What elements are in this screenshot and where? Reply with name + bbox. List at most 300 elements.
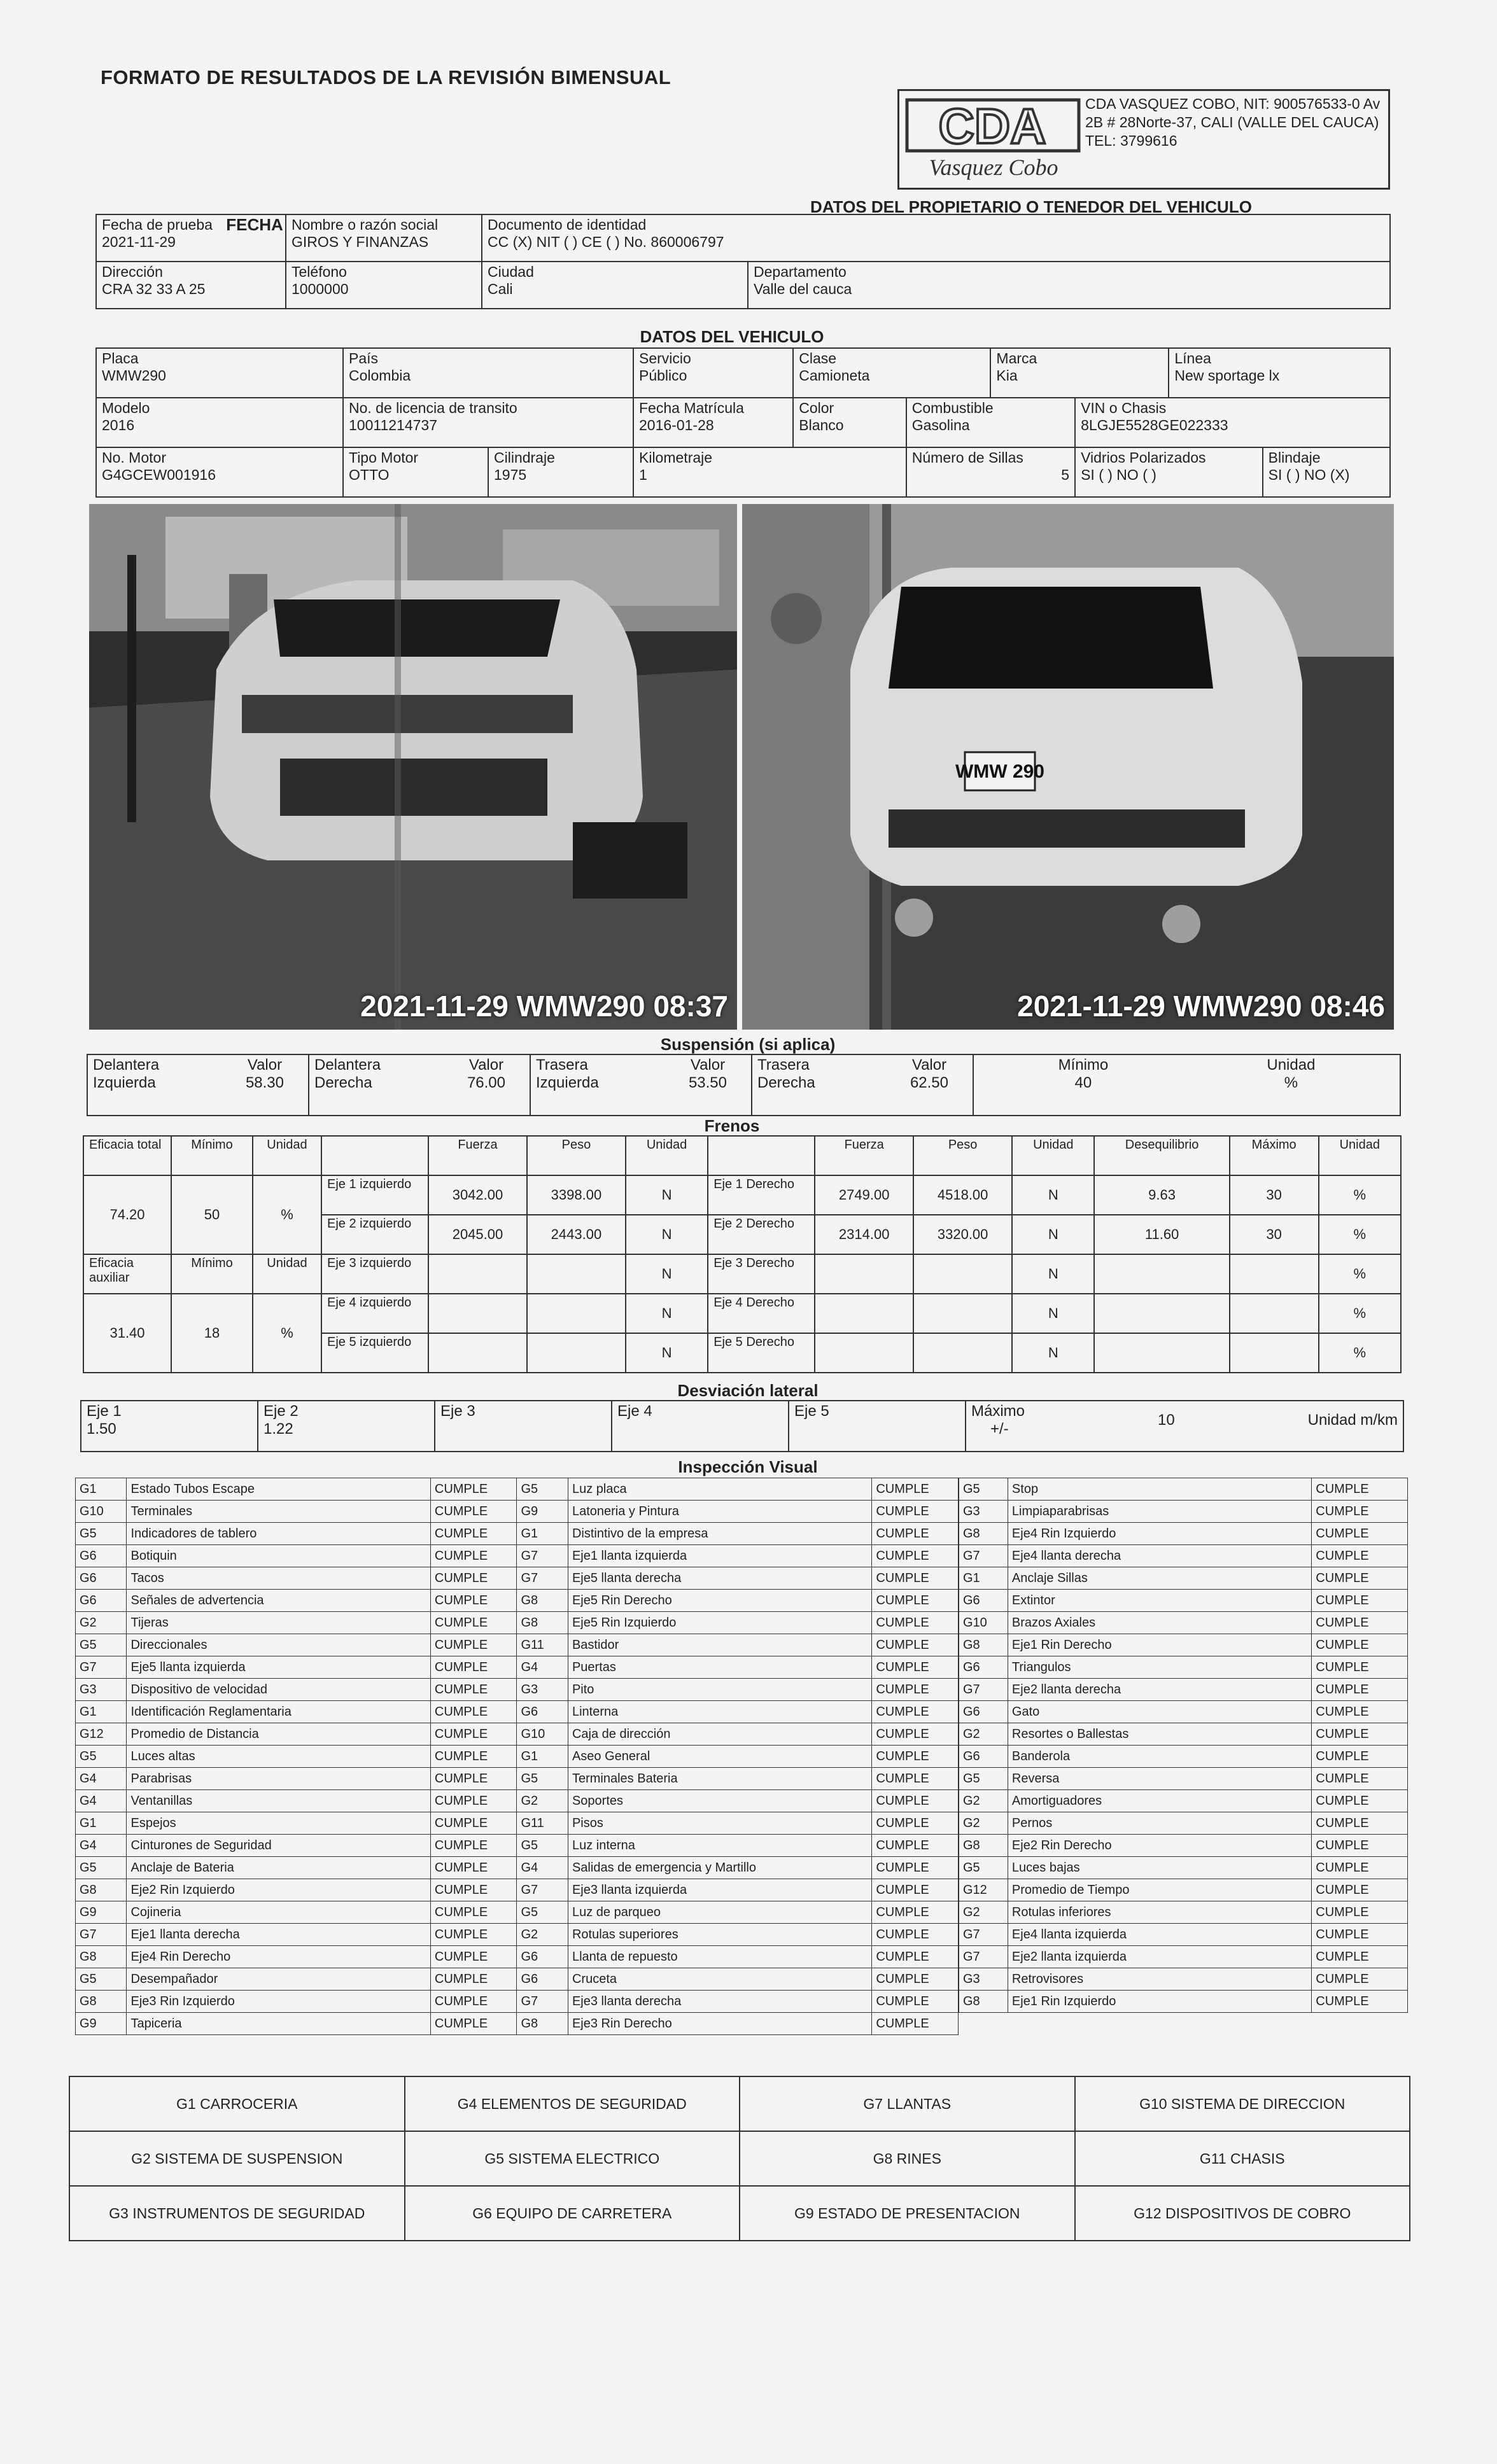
inspection-status: CUMPLE xyxy=(1312,1567,1408,1590)
desviacion-unit: Unidad m/km xyxy=(1307,1411,1398,1429)
inspection-item: Retrovisores xyxy=(1008,1968,1311,1991)
suspension-value: 53.50 xyxy=(688,1074,727,1091)
inspection-item: Eje1 llanta izquierda xyxy=(568,1545,871,1567)
inspection-group: G5 xyxy=(76,1968,127,1991)
suspension-position xyxy=(314,1056,381,1092)
front-vehicle-photo xyxy=(89,504,737,1030)
telefono-label: Teléfono xyxy=(292,263,347,280)
inspection-status: CUMPLE xyxy=(430,1790,517,1812)
inspection-item: Eje4 llanta derecha xyxy=(1008,1545,1311,1567)
desviacion-axle-cell xyxy=(258,1401,435,1452)
frenos-table xyxy=(83,1135,1402,1373)
inspection-group: G8 xyxy=(959,1634,1008,1656)
inspection-status: CUMPLE xyxy=(872,1478,959,1501)
inspection-status: CUMPLE xyxy=(1312,1501,1408,1523)
cda-logo xyxy=(904,96,1084,183)
inspection-row xyxy=(959,1478,1408,1501)
axle-left-label: Eje 2 izquierdo xyxy=(321,1215,428,1254)
inspection-group: G6 xyxy=(959,1701,1008,1723)
inspection-status: CUMPLE xyxy=(1312,1790,1408,1812)
inspection-status: CUMPLE xyxy=(872,1768,959,1790)
inspection-status: CUMPLE xyxy=(430,1656,517,1679)
inspection-status: CUMPLE xyxy=(872,1545,959,1567)
desviacion-row xyxy=(81,1401,1403,1452)
owner-table xyxy=(95,214,1391,309)
documento-value: CC (X) NIT ( ) CE ( ) No. 860006797 xyxy=(488,234,724,250)
suspension-position-line1: Trasera xyxy=(536,1056,588,1074)
inspection-status: CUMPLE xyxy=(1312,1723,1408,1746)
axle-right-weight xyxy=(913,1294,1012,1333)
inspection-item: Extintor xyxy=(1008,1590,1311,1612)
cda-header-box xyxy=(897,89,1390,190)
suspension-value-block xyxy=(910,1056,948,1092)
inspection-group: G9 xyxy=(76,2013,127,2035)
inspection-row xyxy=(959,1790,1408,1812)
suspension-valor-label: Valor xyxy=(247,1056,283,1074)
legend-group: G9 ESTADO DE PRESENTACION xyxy=(740,2186,1075,2241)
section-vehiculo: DATOS DEL VEHICULO xyxy=(640,327,824,346)
inspection-row xyxy=(76,1768,959,1790)
inspection-group: G4 xyxy=(76,1835,127,1857)
inspection-group: G3 xyxy=(517,1679,568,1701)
inspection-status: CUMPLE xyxy=(872,1567,959,1590)
desviacion-axle-cell xyxy=(435,1401,612,1452)
inspection-group: G6 xyxy=(76,1590,127,1612)
inspection-item: Cruceta xyxy=(568,1968,871,1991)
inspection-group: G6 xyxy=(76,1567,127,1590)
inspection-row xyxy=(959,1924,1408,1946)
inspection-item: Eje5 Rin Derecho xyxy=(568,1590,871,1612)
inspection-group: G8 xyxy=(76,1991,127,2013)
documento-label: Documento de identidad xyxy=(488,216,647,233)
inspection-group: G1 xyxy=(76,1812,127,1835)
desequilibrio-label: Desequilibrio xyxy=(1094,1136,1229,1175)
frenos-side-label-right xyxy=(708,1136,815,1175)
inspection-status: CUMPLE xyxy=(1312,1946,1408,1968)
inspection-item: Distintivo de la empresa xyxy=(568,1523,871,1545)
axle-left-weight: 2443.00 xyxy=(527,1215,626,1254)
pais-value: Colombia xyxy=(349,367,411,384)
inspeccion-table-right xyxy=(959,1478,1408,2013)
placa-value: WMW290 xyxy=(102,367,166,384)
inspection-status: CUMPLE xyxy=(872,1901,959,1924)
frenos-min-label: Mínimo xyxy=(171,1136,253,1175)
inspection-status: CUMPLE xyxy=(872,1857,959,1879)
suspension-cell-content xyxy=(314,1056,524,1092)
inspection-row xyxy=(959,1812,1408,1835)
inspection-group: G1 xyxy=(76,1478,127,1501)
desviacion-axle-value: 1.50 xyxy=(87,1420,116,1438)
imbalance-value: 9.63 xyxy=(1094,1175,1229,1215)
section-frenos: Frenos xyxy=(704,1116,760,1135)
inspection-status: CUMPLE xyxy=(1312,1968,1408,1991)
combustible-value: Gasolina xyxy=(911,417,970,433)
marca-value: Kia xyxy=(996,367,1018,384)
inspection-status: CUMPLE xyxy=(430,1590,517,1612)
inspection-row xyxy=(959,1523,1408,1545)
inspection-item: Eje2 Rin Izquierdo xyxy=(127,1879,430,1901)
legend-row xyxy=(69,2076,1410,2131)
inspection-item: Eje2 llanta izquierda xyxy=(1008,1946,1311,1968)
axle-left-force: 2045.00 xyxy=(428,1215,527,1254)
suspension-value-block xyxy=(467,1056,505,1092)
inspection-group: G5 xyxy=(76,1523,127,1545)
inspection-status: CUMPLE xyxy=(872,2013,959,2035)
inspection-row xyxy=(959,1567,1408,1590)
inspection-group: G7 xyxy=(517,1545,568,1567)
section-desviacion: Desviación lateral xyxy=(677,1381,819,1400)
inspection-group: G2 xyxy=(959,1723,1008,1746)
inspection-item: Caja de dirección xyxy=(568,1723,871,1746)
inspection-row xyxy=(76,1879,959,1901)
inspection-item: Pito xyxy=(568,1679,871,1701)
legend-group: G5 SISTEMA ELECTRICO xyxy=(405,2131,740,2186)
suspension-position-line1: Delantera xyxy=(93,1056,160,1074)
inspection-row xyxy=(959,1857,1408,1879)
inspection-row xyxy=(959,1679,1408,1701)
legend-group: G4 ELEMENTOS DE SEGURIDAD xyxy=(405,2076,740,2131)
inspection-status: CUMPLE xyxy=(430,1924,517,1946)
inspection-row xyxy=(76,1634,959,1656)
imbalance-max xyxy=(1230,1333,1319,1373)
inspection-status: CUMPLE xyxy=(430,1991,517,2013)
inspection-row xyxy=(959,1501,1408,1523)
suspension-row xyxy=(87,1054,1400,1116)
inspection-item: Luz interna xyxy=(568,1835,871,1857)
departamento-value: Valle del cauca xyxy=(754,281,852,297)
inspection-group: G5 xyxy=(517,1768,568,1790)
inspection-row xyxy=(959,1835,1408,1857)
suspension-cell xyxy=(530,1054,752,1116)
inspection-item: Bastidor xyxy=(568,1634,871,1656)
inspection-row xyxy=(959,1991,1408,2013)
suspension-cell-content xyxy=(93,1056,303,1092)
inspection-group: G12 xyxy=(959,1879,1008,1901)
inspection-status: CUMPLE xyxy=(1312,1746,1408,1768)
suspension-cell xyxy=(752,1054,973,1116)
suspension-cell-content xyxy=(536,1056,746,1092)
suspension-min-block xyxy=(1058,1056,1109,1092)
inspection-item: Amortiguadores xyxy=(1008,1790,1311,1812)
suspension-value-block xyxy=(246,1056,284,1092)
eficacia-total-value: 74.20 xyxy=(83,1175,171,1254)
inspection-status: CUMPLE xyxy=(1312,1924,1408,1946)
axle-left-force xyxy=(428,1294,527,1333)
frenos-unidad-label: Unidad xyxy=(1012,1136,1094,1175)
ciudad-label: Ciudad xyxy=(488,263,534,280)
sillas-value: 5 xyxy=(1061,466,1070,483)
desviacion-axle-value: 1.22 xyxy=(264,1420,293,1438)
axle-left-weight xyxy=(527,1254,626,1294)
inspection-group: G7 xyxy=(76,1656,127,1679)
eficacia-auxiliar-label: Eficacia auxiliar xyxy=(83,1254,171,1294)
inspection-item: Cojineria xyxy=(127,1901,430,1924)
inspection-status: CUMPLE xyxy=(430,1835,517,1857)
frenos-side-label-left xyxy=(321,1136,428,1175)
inspection-row xyxy=(959,1879,1408,1901)
cda-info: CDA VASQUEZ COBO, NIT: 900576533-0 Av 2B # 28Norte-37, CALI (VALLE DEL CAUCA) TEL: 3799616 xyxy=(1085,95,1381,149)
axle-right-force xyxy=(815,1294,913,1333)
axle-left-label: Eje 5 izquierdo xyxy=(321,1333,428,1373)
frenos-row xyxy=(83,1254,1401,1294)
inspection-status: CUMPLE xyxy=(872,1879,959,1901)
matricula-value: 2016-01-28 xyxy=(639,417,714,433)
suspension-unit-block xyxy=(1267,1056,1315,1092)
frenos-unidad-label: Unidad xyxy=(1319,1136,1401,1175)
inspection-item: Ventanillas xyxy=(127,1790,430,1812)
inspection-item: Eje5 llanta derecha xyxy=(568,1567,871,1590)
axle-left-force xyxy=(428,1333,527,1373)
inspection-group: G6 xyxy=(517,1946,568,1968)
axle-right-force xyxy=(815,1254,913,1294)
inspection-group: G7 xyxy=(959,1545,1008,1567)
legend-row xyxy=(69,2186,1410,2241)
inspection-group: G11 xyxy=(517,1634,568,1656)
inspection-status: CUMPLE xyxy=(430,1545,517,1567)
servicio-label: Servicio xyxy=(639,350,691,367)
inspection-group: G12 xyxy=(76,1723,127,1746)
frenos-peso-label: Peso xyxy=(913,1136,1012,1175)
desviacion-max-label: Máximo xyxy=(971,1403,1025,1420)
desviacion-axle-label: Eje 4 xyxy=(617,1403,652,1420)
inspection-item: Eje3 llanta derecha xyxy=(568,1991,871,2013)
inspection-status: CUMPLE xyxy=(1312,1901,1408,1924)
vin-value: 8LGJE5528GE022333 xyxy=(1081,417,1228,433)
inspection-status: CUMPLE xyxy=(430,1567,517,1590)
inspection-row xyxy=(76,1746,959,1768)
eficacia-auxiliar-min-label: Mínimo xyxy=(171,1254,253,1294)
axle-right-force xyxy=(815,1333,913,1373)
inspection-item: Promedio de Distancia xyxy=(127,1723,430,1746)
inspection-group: G8 xyxy=(959,1991,1008,2013)
inspection-item: Llanta de repuesto xyxy=(568,1946,871,1968)
inspection-item: Eje5 Rin Izquierdo xyxy=(568,1612,871,1634)
modelo-label: Modelo xyxy=(102,400,150,416)
axle-right-label: Eje 3 Derecho xyxy=(708,1254,815,1294)
axle-left-force xyxy=(428,1254,527,1294)
suspension-position-line2: Derecha xyxy=(314,1074,372,1091)
inspection-row xyxy=(76,1545,959,1567)
imbalance-value xyxy=(1094,1333,1229,1373)
inspection-row xyxy=(76,1612,959,1634)
ciudad-value: Cali xyxy=(488,281,513,297)
nombre-value: GIROS Y FINANZAS xyxy=(292,234,429,250)
fecha-prueba-label: Fecha de prueba xyxy=(102,216,213,233)
suspension-min-label: Mínimo xyxy=(1058,1056,1109,1074)
inspection-group: G2 xyxy=(517,1790,568,1812)
inspection-row xyxy=(76,1968,959,1991)
inspection-status: CUMPLE xyxy=(430,1501,517,1523)
inspection-item: Indicadores de tablero xyxy=(127,1523,430,1545)
servicio-value: Público xyxy=(639,367,687,384)
inspection-status: CUMPLE xyxy=(430,1478,517,1501)
axle-right-label: Eje 2 Derecho xyxy=(708,1215,815,1254)
axle-right-label: Eje 5 Derecho xyxy=(708,1333,815,1373)
suspension-position-line1: Trasera xyxy=(757,1056,810,1074)
linea-label: Línea xyxy=(1174,350,1211,367)
inspection-item: Anclaje de Bateria xyxy=(127,1857,430,1879)
inspection-status: CUMPLE xyxy=(1312,1656,1408,1679)
rear-vehicle-photo xyxy=(742,504,1394,1030)
inspection-group: G7 xyxy=(959,1679,1008,1701)
axle-right-force: 2749.00 xyxy=(815,1175,913,1215)
inspection-item: Promedio de Tiempo xyxy=(1008,1879,1311,1901)
inspection-group: G3 xyxy=(76,1679,127,1701)
logo-script: Vasquez Cobo xyxy=(929,155,1058,180)
inspection-status: CUMPLE xyxy=(1312,1812,1408,1835)
inspection-status: CUMPLE xyxy=(1312,1991,1408,2013)
inspection-item: Espejos xyxy=(127,1812,430,1835)
inspection-group: G2 xyxy=(959,1790,1008,1812)
inspection-item: Eje4 Rin Izquierdo xyxy=(1008,1523,1311,1545)
inspection-status: CUMPLE xyxy=(1312,1634,1408,1656)
inspection-group: G7 xyxy=(76,1924,127,1946)
inspection-group: G5 xyxy=(959,1857,1008,1879)
axle-right-unit: N xyxy=(1012,1254,1094,1294)
imbalance-value: 11.60 xyxy=(1094,1215,1229,1254)
inspection-status: CUMPLE xyxy=(872,1523,959,1545)
vidrios-value: SI ( ) NO ( ) xyxy=(1081,466,1156,483)
section-fecha: FECHA xyxy=(226,215,283,234)
inspection-group: G8 xyxy=(76,1879,127,1901)
inspection-row xyxy=(76,1901,959,1924)
inspection-status: CUMPLE xyxy=(872,1701,959,1723)
inspection-status: CUMPLE xyxy=(430,1679,517,1701)
inspection-group: G6 xyxy=(76,1545,127,1567)
front-photo-drawing xyxy=(89,504,737,1030)
frenos-peso-label: Peso xyxy=(527,1136,626,1175)
inspection-row xyxy=(959,1723,1408,1746)
inspection-row xyxy=(959,1590,1408,1612)
inspection-row xyxy=(76,1790,959,1812)
axle-left-weight xyxy=(527,1333,626,1373)
inspection-row xyxy=(959,1768,1408,1790)
inspection-group: G5 xyxy=(76,1634,127,1656)
eficacia-auxiliar-unit-label: Unidad xyxy=(253,1254,321,1294)
axle-right-unit: N xyxy=(1012,1175,1094,1215)
inspection-row xyxy=(959,1968,1408,1991)
legend-group: G1 CARROCERIA xyxy=(69,2076,405,2131)
inspection-status: CUMPLE xyxy=(430,1723,517,1746)
direccion-value: CRA 32 33 A 25 xyxy=(102,281,206,297)
suspension-table xyxy=(87,1054,1401,1116)
inspection-status: CUMPLE xyxy=(872,1612,959,1634)
inspection-row xyxy=(76,1857,959,1879)
inspection-item: Estado Tubos Escape xyxy=(127,1478,430,1501)
inspection-item: Desempañador xyxy=(127,1968,430,1991)
frenos-unidad-label: Unidad xyxy=(626,1136,708,1175)
inspection-item: Eje1 Rin Derecho xyxy=(1008,1634,1311,1656)
eficacia-total-min: 50 xyxy=(171,1175,253,1254)
inspection-group: G8 xyxy=(76,1946,127,1968)
axle-left-unit: N xyxy=(626,1333,708,1373)
nombre-label: Nombre o razón social xyxy=(292,216,439,233)
inspection-status: CUMPLE xyxy=(1312,1523,1408,1545)
inspection-item: Tapiceria xyxy=(127,2013,430,2035)
legend-group: G10 SISTEMA DE DIRECCION xyxy=(1075,2076,1410,2131)
inspection-status: CUMPLE xyxy=(430,1946,517,1968)
inspection-item: Eje3 Rin Izquierdo xyxy=(127,1991,430,2013)
cilindraje-value: 1975 xyxy=(494,466,527,483)
section-inspeccion: Inspección Visual xyxy=(678,1457,818,1476)
axle-left-unit: N xyxy=(626,1215,708,1254)
inspection-row xyxy=(959,1946,1408,1968)
suspension-position xyxy=(536,1056,599,1092)
groups-legend xyxy=(69,2076,1410,2241)
imbalance-unit: % xyxy=(1319,1215,1401,1254)
axle-left-unit: N xyxy=(626,1294,708,1333)
marca-label: Marca xyxy=(996,350,1037,367)
imbalance-max xyxy=(1230,1294,1319,1333)
suspension-cell xyxy=(309,1054,530,1116)
inspection-group: G8 xyxy=(517,2013,568,2035)
inspection-group: G6 xyxy=(517,1968,568,1991)
inspection-status: CUMPLE xyxy=(1312,1590,1408,1612)
inspection-item: Rotulas superiores xyxy=(568,1924,871,1946)
desviacion-axle-cell xyxy=(81,1401,258,1452)
inspection-group: G5 xyxy=(76,1857,127,1879)
suspension-value: 58.30 xyxy=(245,1074,284,1091)
inspection-group: G8 xyxy=(517,1612,568,1634)
suspension-unit-label: Unidad xyxy=(1267,1056,1316,1074)
direccion-label: Dirección xyxy=(102,263,163,280)
inspection-item: Eje4 Rin Derecho xyxy=(127,1946,430,1968)
inspection-group: G7 xyxy=(517,1879,568,1901)
licencia-value: 10011214737 xyxy=(349,417,437,433)
inspection-item: Banderola xyxy=(1008,1746,1311,1768)
inspection-group: G6 xyxy=(959,1590,1008,1612)
color-label: Color xyxy=(799,400,834,416)
inspection-item: Aseo General xyxy=(568,1746,871,1768)
inspection-group: G3 xyxy=(959,1968,1008,1991)
document-title: FORMATO DE RESULTADOS DE LA REVISIÓN BIMENSUAL xyxy=(101,66,671,88)
inspection-status: CUMPLE xyxy=(1312,1768,1408,1790)
inspection-status: CUMPLE xyxy=(872,1656,959,1679)
inspection-status: CUMPLE xyxy=(1312,1835,1408,1857)
inspection-item: Eje1 llanta derecha xyxy=(127,1924,430,1946)
imbalance-max: 30 xyxy=(1230,1175,1319,1215)
inspection-status: CUMPLE xyxy=(430,1746,517,1768)
inspection-item: Identificación Reglamentaria xyxy=(127,1701,430,1723)
inspection-row xyxy=(76,1590,959,1612)
inspection-row xyxy=(76,1478,959,1501)
inspection-item: Terminales xyxy=(127,1501,430,1523)
inspection-item: Soportes xyxy=(568,1790,871,1812)
inspection-item: Resortes o Ballestas xyxy=(1008,1723,1311,1746)
inspection-group: G7 xyxy=(959,1946,1008,1968)
inspection-group: G2 xyxy=(76,1612,127,1634)
inspection-group: G8 xyxy=(959,1835,1008,1857)
inspection-group: G4 xyxy=(517,1857,568,1879)
rear-photo-timestamp: 2021-11-29 WMW290 08:46 xyxy=(1017,990,1385,1023)
inspection-item: Eje2 Rin Derecho xyxy=(1008,1835,1311,1857)
legend-group: G3 INSTRUMENTOS DE SEGURIDAD xyxy=(69,2186,405,2241)
legend-group: G12 DISPOSITIVOS DE COBRO xyxy=(1075,2186,1410,2241)
inspection-group: G10 xyxy=(517,1723,568,1746)
desviacion-pm: +/- xyxy=(990,1420,1009,1438)
blindaje-label: Blindaje xyxy=(1268,449,1321,466)
inspection-item: Terminales Bateria xyxy=(568,1768,871,1790)
inspection-item: Luz de parqueo xyxy=(568,1901,871,1924)
inspection-status: CUMPLE xyxy=(430,1968,517,1991)
inspection-group: G3 xyxy=(959,1501,1008,1523)
inspection-item: Cinturones de Seguridad xyxy=(127,1835,430,1857)
inspection-item: Luces bajas xyxy=(1008,1857,1311,1879)
axle-right-label: Eje 4 Derecho xyxy=(708,1294,815,1333)
inspection-item: Tijeras xyxy=(127,1612,430,1634)
inspection-group: G6 xyxy=(517,1701,568,1723)
inspection-status: CUMPLE xyxy=(872,1812,959,1835)
